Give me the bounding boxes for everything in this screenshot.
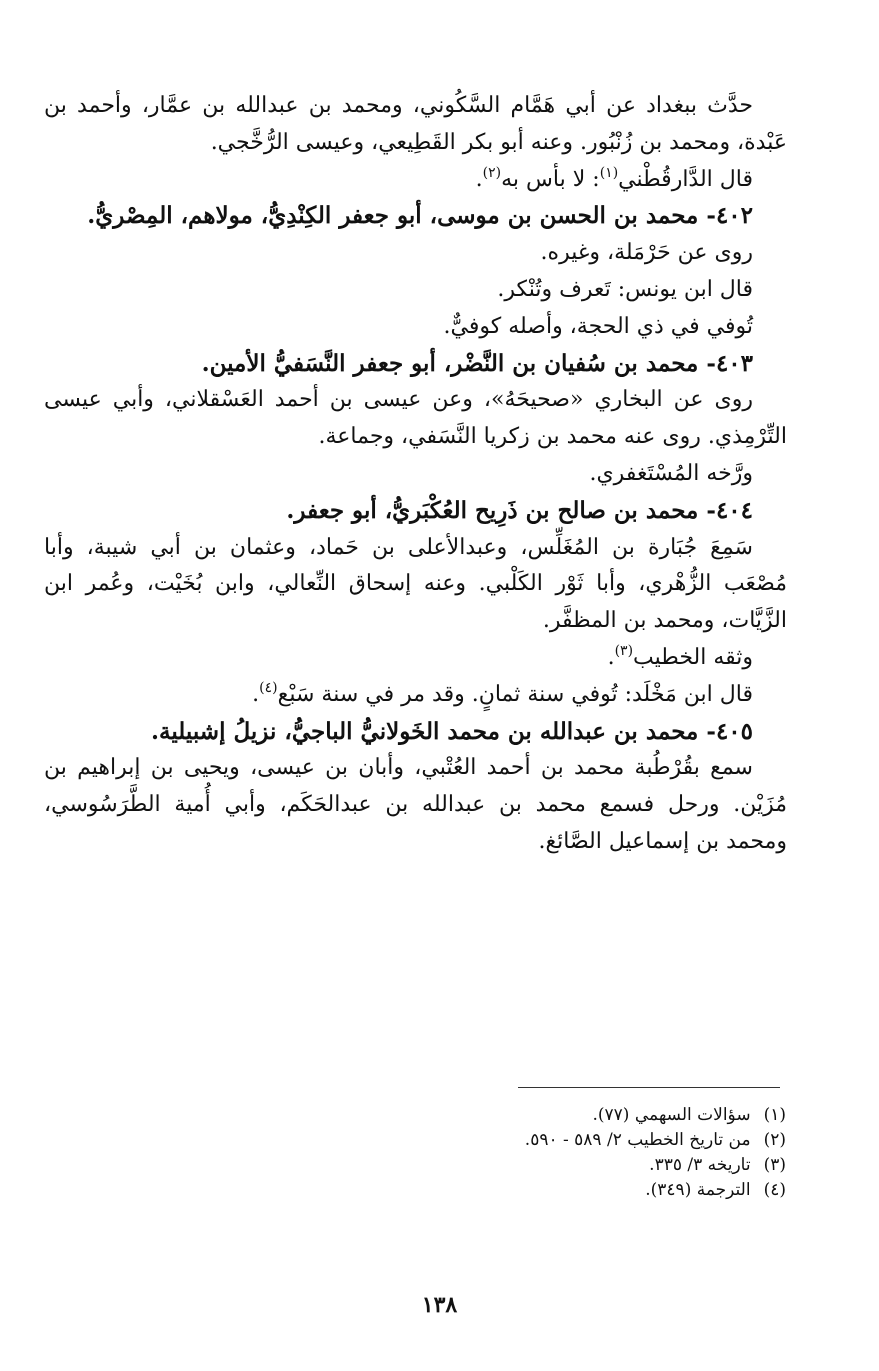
footnote-4: (٤) الترجمة (٣٤٩).	[645, 1180, 786, 1200]
paragraph-13: قال ابن مَخْلَد: تُوفي سنة ثمانٍ. وقد مر في سنة سَبْع$^{(٤)}$.	[252, 679, 753, 707]
footnote-divider	[518, 1087, 780, 1088]
paragraph-15: سمع بقُرْطُبة محمد بن أحمد العُتْبي، وأبان بن عيسى، ويحيى بن إبراهيم بن مُزَيْن. ورحل فسمع محمد بن عبدالله بن عبدالحَكَم، وأبي أُمية الطَّرَسُوسي، ومحمد بن إسماعيل الصَّائغ.	[44, 755, 787, 854]
entry-heading-404: ٤٠٤- محمد بن صالح بن ذَرِيح العُكْبَريُّ، أبو جعفر.	[286, 496, 753, 524]
main-text	[44, 88, 787, 861]
footnote-ref-2: (٢)	[482, 164, 502, 181]
paragraph-5: قال ابن يونس: تَعرف وتُنْكر.	[497, 276, 753, 302]
footnote-ref-4: (٤)	[259, 679, 278, 696]
paragraph-1: حدَّث ببغداد عن أبي هَمَّام السَّكُوني، ومحمد بن عبدالله بن عمَّار، وأحمد بن عَبْدة، ومحمد بن زُنْبُور. وعنه أبو بكر القَطِيعي، وعيسى الرُّخَّجي.	[44, 93, 787, 155]
paragraph-8: روى عن البخاري «صحيحَهُ»، وعن عيسى بن أحمد العَسْقلاني، وأبي عيسى التِّرْمِذي. روى عنه محمد بن زكريا النَّسَفي، وجماعة.	[44, 387, 787, 450]
paragraph-2: قال الدَّارقُطْني$^{(١)}$: لا بأس به$^{(٢)}$.	[475, 164, 753, 192]
paragraph-11: سَمِعَ جُبَارة بن المُغَلِّس، وعبدالأعلى بن حَماد، وعثمان بن أبي شيبة، وأبا مُصْعَب الزُّهْري، وأبا ثَوْر الكَلْبي. وعنه إسحاق النِّعالي، وابن بُخَيْت، وعُمر ابن الزَّيَّات، ومحمد بن المظفَّر.	[44, 534, 787, 634]
entry-heading-405: ٤٠٥- محمد بن عبدالله بن محمد الخَولانيُّ الباجيُّ، نزيلُ إشبيلية.	[151, 717, 753, 745]
entry-heading-402: ٤٠٢- محمد بن الحسن بن موسى، أبو جعفر الكِنْدِيُّ، مولاهم، المِصْريُّ.	[87, 202, 753, 230]
entry-heading-403: ٤٠٣- محمد بن سُفيان بن النَّضْر، أبو جعفر النَّسَفيُّ الأمين.	[201, 349, 753, 377]
page-number: ١٣٨	[421, 1292, 458, 1318]
footnote-ref-1: (١)	[599, 164, 619, 181]
footnote-1: (١) سؤالات السهمي (٧٧).	[592, 1105, 786, 1125]
paragraph-6: تُوفي في ذي الحجة، وأصله كوفيٌّ.	[443, 313, 753, 339]
footnote-3: (٣) تاريخه ٣/ ٣٣٥.	[649, 1155, 786, 1175]
paragraph-12: وثقه الخطيب$^{(٣)}$.	[607, 642, 753, 670]
paragraph-9: ورَّخه المُسْتَغفري.	[589, 460, 753, 486]
paragraph-4: روى عن حَرْمَلة، وغيره.	[540, 240, 753, 266]
footnote-ref-3: (٣)	[614, 642, 634, 659]
footnotes	[300, 1103, 786, 1203]
footnote-2: (٢) من تاريخ الخطيب ٢/ ٥٨٩ - ٥٩٠.	[524, 1130, 786, 1150]
